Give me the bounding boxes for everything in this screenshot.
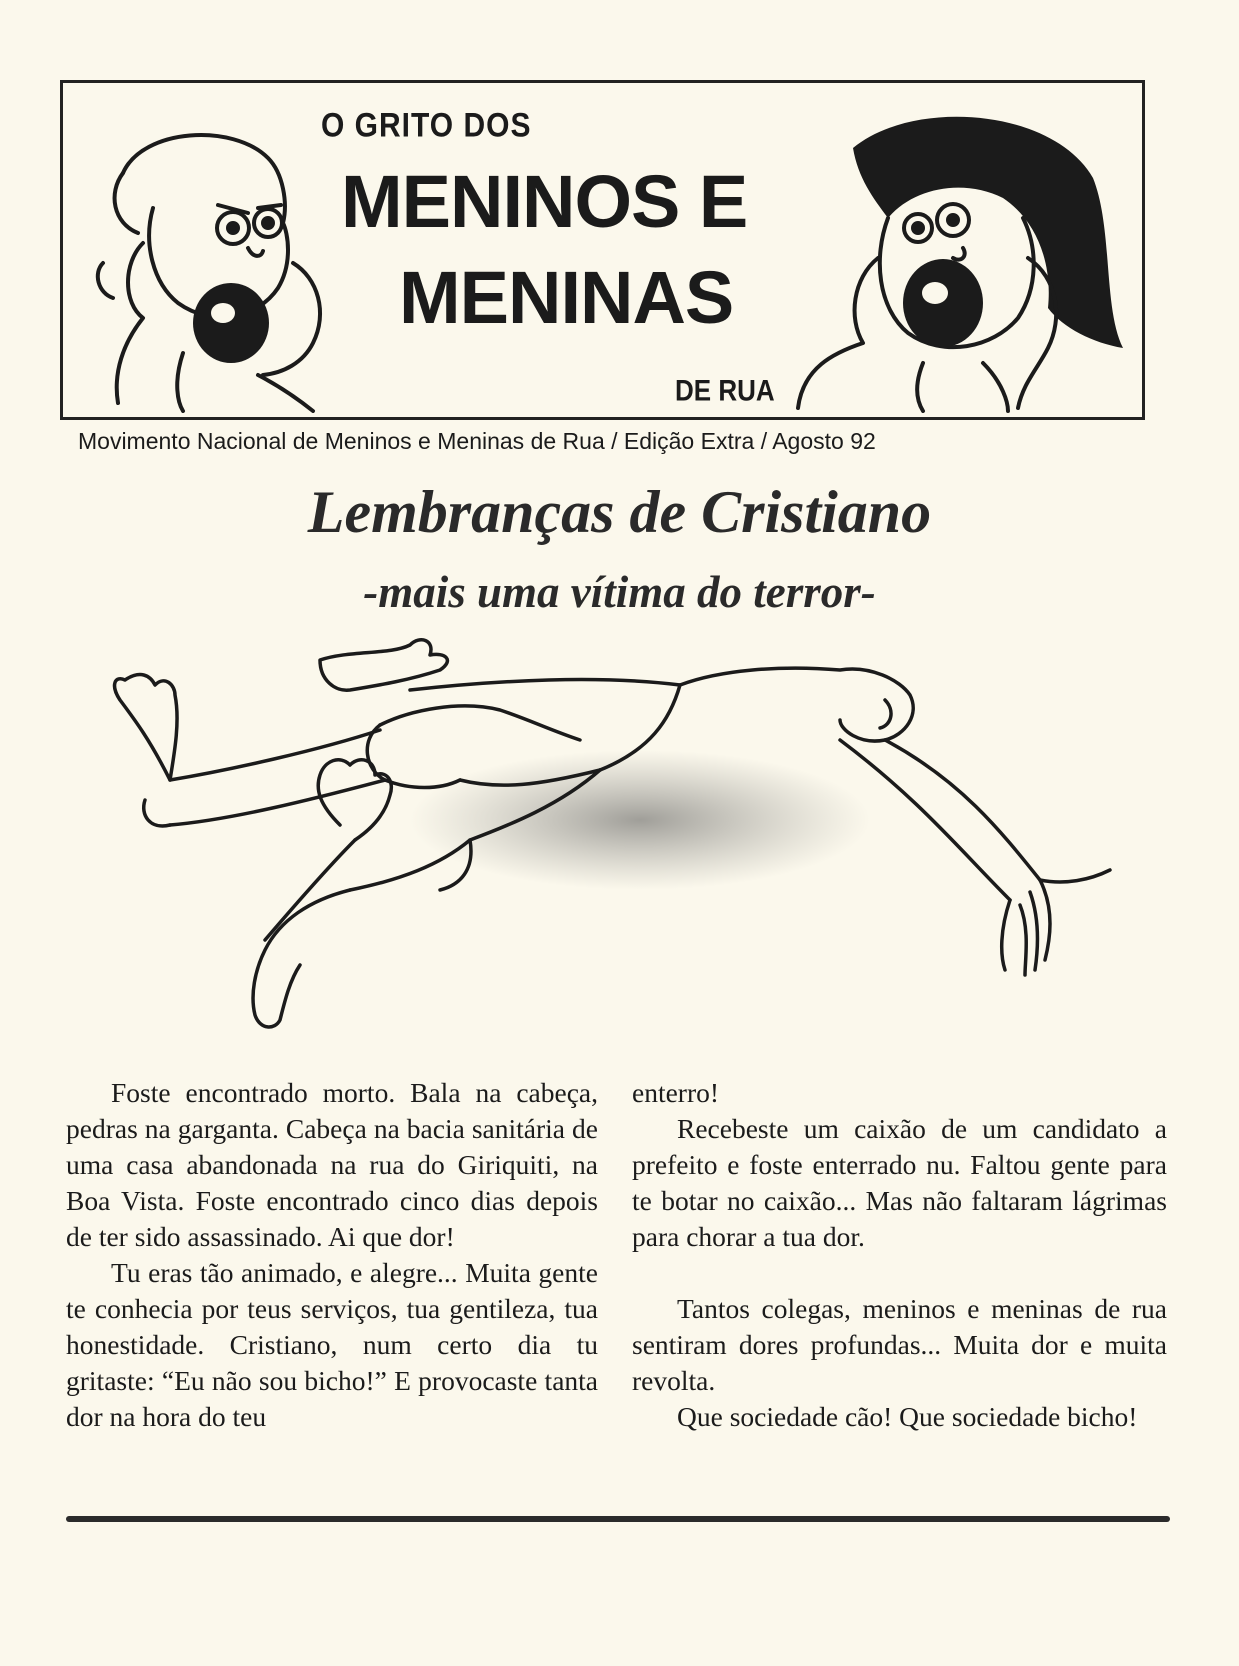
masthead-title-line1: MENINOS E <box>341 160 748 243</box>
lying-figure-illustration <box>80 630 1180 1050</box>
masthead-title-line2: MENINAS <box>399 256 734 339</box>
article-column-left <box>66 1075 598 1435</box>
article-paragraph: Tantos colegas, meninos e meninas de rua sentiram dores profundas... Muita dor e muita revolta. <box>632 1293 1167 1396</box>
masthead-suffix: DE RUA <box>675 372 775 408</box>
masthead-pretitle: O GRITO DOS <box>321 106 532 145</box>
article-paragraph: Foste encontrado morto. Bala na cabeça, pedras na garganta. Cabeça na bacia sanitária de uma casa abandonada na rua do Giriquiti, na Boa Vista. Foste encontrado cinco dias depois de ter sido assassinado. Ai que dor! <box>66 1077 598 1252</box>
article-column-right <box>632 1075 1167 1435</box>
bottom-rule <box>66 1516 1170 1522</box>
article-paragraph: Tu eras tão animado, e alegre... Muita gente te conhecia por teus serviços, tua gentileza, tua honestidade. Cristiano, num certo dia tu gritaste: “Eu não sou bicho!” E provocaste tanta dor na hora do teu <box>66 1257 598 1432</box>
masthead <box>60 80 1145 420</box>
headline: Lembranças de Cristiano <box>307 479 932 545</box>
publication-info: Movimento Nacional de Meninos e Meninas de Rua / Edição Extra / Agosto 92 <box>78 428 876 454</box>
article-paragraph: Recebeste um caixão de um candidato a prefeito e foste enterrado nu. Faltou gente para te botar no caixão... Mas não faltaram lágrimas para chorar a tua dor. <box>632 1113 1167 1252</box>
article-paragraph: enterro! <box>632 1077 720 1108</box>
shouting-girl-illustration <box>793 108 1123 413</box>
subheadline: -mais uma vítima do terror- <box>363 567 876 617</box>
article-paragraph: Que sociedade cão! Que sociedade bicho! <box>677 1401 1138 1432</box>
shouting-boy-illustration <box>83 113 383 413</box>
